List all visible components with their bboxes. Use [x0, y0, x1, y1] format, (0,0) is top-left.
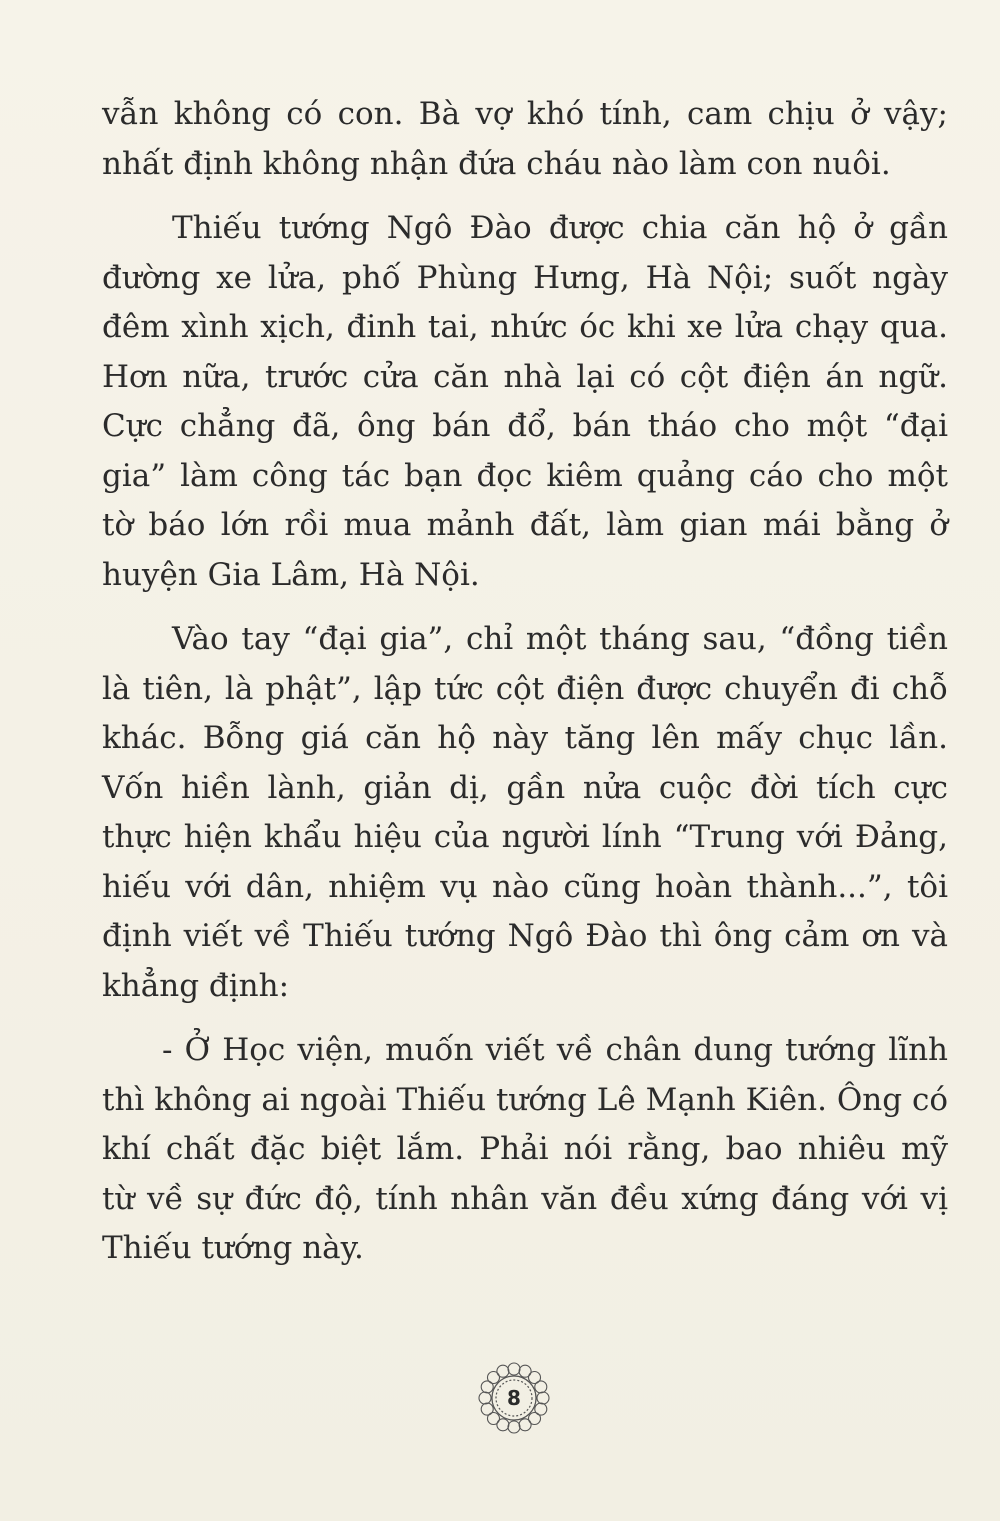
text-line: khác. Bỗng giá căn hộ này tăng lên mấy chục lần.	[102, 720, 948, 756]
text-line: thực hiện khẩu hiệu của người lính “Trung với Đảng,	[102, 819, 948, 855]
text-line: Vốn hiền lành, giản dị, gần nửa cuộc đời tích cực	[102, 769, 948, 806]
text-line: Thiếu tướng này.	[102, 1230, 364, 1266]
text-line: vẫn không có con. Bà vợ khó tính, cam chịu ở vậy;	[102, 96, 948, 132]
text-line: thì không ai ngoài Thiếu tướng Lê Mạnh Kiên. Ông có	[102, 1081, 948, 1118]
body-text	[102, 90, 948, 1274]
paragraph-2	[102, 204, 948, 600]
page-number: 8	[507, 1386, 521, 1410]
paragraph-1	[102, 90, 948, 189]
text-line: huyện Gia Lâm, Hà Nội.	[102, 556, 480, 593]
text-line: hiếu với dân, nhiệm vụ nào cũng hoàn thành...”, tôi	[102, 868, 948, 905]
text-line: đêm xình xịch, đinh tai, nhức óc khi xe lửa chạy qua.	[102, 309, 948, 345]
text-line: - Ở Học viện, muốn viết về chân dung tướng lĩnh	[162, 1032, 948, 1068]
text-line: tờ báo lớn rồi mua mảnh đất, làm gian mái bằng ở	[102, 507, 948, 543]
page-number-badge	[474, 1358, 554, 1438]
text-line: gia” làm công tác bạn đọc kiêm quảng cáo cho một	[102, 457, 948, 494]
text-line: Hơn nữa, trước cửa căn nhà lại có cột điện án ngữ.	[102, 358, 948, 395]
text-line: khí chất đặc biệt lắm. Phải nói rằng, bao nhiêu mỹ	[102, 1131, 948, 1167]
text-line: Vào tay “đại gia”, chỉ một tháng sau, “đồng tiền	[172, 621, 948, 657]
text-line: định viết về Thiếu tướng Ngô Đào thì ông cảm ơn và	[102, 918, 948, 954]
text-line: khẳng định:	[102, 967, 290, 1004]
paragraph-3	[102, 615, 948, 1011]
text-line: là tiên, là phật”, lập tức cột điện được chuyển đi chỗ	[102, 670, 948, 707]
text-line: Cực chẳng đã, ông bán đổ, bán tháo cho một “đại	[102, 408, 948, 444]
text-line: nhất định không nhận đứa cháu nào làm con nuôi.	[102, 145, 891, 182]
text-line: từ về sự đức độ, tính nhân văn đều xứng đáng với vị	[102, 1180, 948, 1217]
text-line: đường xe lửa, phố Phùng Hưng, Hà Nội; suốt ngày	[102, 259, 948, 296]
text-line: Thiếu tướng Ngô Đào được chia căn hộ ở gần	[172, 210, 948, 246]
paragraph-4	[102, 1026, 948, 1274]
